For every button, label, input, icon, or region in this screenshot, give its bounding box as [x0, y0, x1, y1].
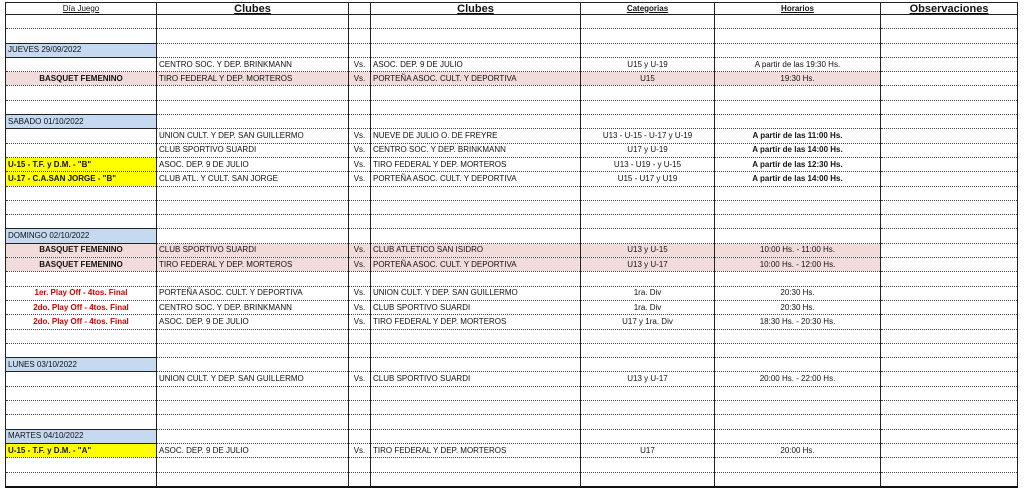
club-visitante: UNION CULT. Y DEP. SAN GUILLERMO: [371, 286, 581, 300]
empty-cell: [715, 272, 881, 286]
empty-cell: [581, 100, 715, 114]
observaciones: [881, 157, 1018, 171]
categoria: U17 y 1ra. Div: [581, 315, 715, 329]
categoria: U15 y U-19: [581, 57, 715, 71]
club-visitante: CLUB ATLETICO SAN ISIDRO: [371, 243, 581, 257]
empty-cell: [157, 272, 349, 286]
vs-label: Vs.: [349, 372, 371, 386]
empty-cell: [371, 329, 581, 343]
empty-cell: [581, 401, 715, 415]
empty-cell: [581, 186, 715, 200]
vs-label: Vs.: [349, 129, 371, 143]
empty-cell: [157, 43, 349, 57]
empty-cell: [349, 15, 371, 29]
empty-cell: [157, 100, 349, 114]
empty-cell: [881, 15, 1018, 29]
empty-cell: [371, 100, 581, 114]
empty-cell: [371, 401, 581, 415]
club-local: ASOC. DEP. 9 DE JULIO: [157, 443, 349, 457]
match-day-note: BASQUET FEMENINO: [6, 72, 157, 86]
vs-label: Vs.: [349, 300, 371, 314]
empty-cell: [371, 272, 581, 286]
horario: 20:00 Hs.: [715, 443, 881, 457]
empty-cell: [881, 415, 1018, 429]
match-day-note: BASQUET FEMENINO: [6, 243, 157, 257]
blank-row: [6, 472, 1018, 487]
match-row: [6, 372, 1018, 386]
club-visitante: CLUB SPORTIVO SUARDI: [371, 372, 581, 386]
empty-cell: [6, 215, 157, 229]
empty-cell: [371, 15, 581, 29]
observaciones: [881, 143, 1018, 157]
empty-cell: [6, 415, 157, 429]
horario: A partir de las 14:00 Hs.: [715, 143, 881, 157]
club-visitante: CLUB SPORTIVO SUARDI: [371, 300, 581, 314]
empty-cell: [157, 29, 349, 43]
horario: 20:30 Hs.: [715, 286, 881, 300]
empty-cell: [6, 401, 157, 415]
horario: A partir de las 19:30 Hs.: [715, 57, 881, 71]
empty-cell: [715, 386, 881, 400]
horario: 20:00 Hs. - 22:00 Hs.: [715, 372, 881, 386]
empty-cell: [157, 15, 349, 29]
categoria: 1ra. Div: [581, 286, 715, 300]
empty-cell: [157, 200, 349, 214]
observaciones: [881, 258, 1018, 272]
match-day-note: [6, 129, 157, 143]
match-row: [6, 172, 1018, 186]
vs-label: Vs.: [349, 72, 371, 86]
empty-cell: [371, 115, 581, 129]
match-day-note: 1er. Play Off - 4tos. Final: [6, 286, 157, 300]
empty-cell: [157, 458, 349, 472]
empty-cell: [581, 29, 715, 43]
empty-cell: [881, 186, 1018, 200]
empty-cell: [371, 358, 581, 372]
club-local: TIRO FEDERAL Y DEP. MORTEROS: [157, 258, 349, 272]
empty-cell: [349, 100, 371, 114]
empty-cell: [581, 386, 715, 400]
categoria: U13 y U-15: [581, 243, 715, 257]
header-dia-juego: Día Juego: [6, 3, 157, 15]
empty-cell: [715, 229, 881, 243]
empty-cell: [157, 186, 349, 200]
empty-cell: [715, 401, 881, 415]
match-day-note: [6, 57, 157, 71]
categoria: U13 y U-17: [581, 258, 715, 272]
empty-cell: [157, 329, 349, 343]
blank-row: [6, 272, 1018, 286]
vs-label: Vs.: [349, 258, 371, 272]
empty-cell: [715, 458, 881, 472]
club-local: TIRO FEDERAL Y DEP. MORTEROS: [157, 72, 349, 86]
empty-cell: [157, 115, 349, 129]
empty-cell: [157, 472, 349, 487]
categoria: U13 y U-17: [581, 372, 715, 386]
empty-cell: [157, 429, 349, 443]
empty-cell: [881, 329, 1018, 343]
date-label: MARTES 04/10/2022: [6, 429, 157, 443]
header-categorias: Categorias: [581, 3, 715, 15]
empty-cell: [715, 186, 881, 200]
date-row: [6, 229, 1018, 243]
club-local: ASOC. DEP. 9 DE JULIO: [157, 157, 349, 171]
club-visitante: PORTEÑA ASOC. CULT. Y DEPORTIVA: [371, 72, 581, 86]
empty-cell: [581, 415, 715, 429]
match-day-note: U-17 - C.A.SAN JORGE - "B": [6, 172, 157, 186]
empty-cell: [581, 343, 715, 357]
empty-cell: [371, 386, 581, 400]
club-visitante: ASOC. DEP. 9 DE JULIO: [371, 57, 581, 71]
empty-cell: [715, 429, 881, 443]
club-visitante: PORTEÑA ASOC. CULT. Y DEPORTIVA: [371, 258, 581, 272]
match-row: [6, 315, 1018, 329]
club-local: CENTRO SOC. Y DEP. BRINKMANN: [157, 300, 349, 314]
horario: 19:30 Hs.: [715, 72, 881, 86]
blank-row: [6, 343, 1018, 357]
empty-cell: [715, 329, 881, 343]
empty-cell: [349, 215, 371, 229]
club-local: ASOC. DEP. 9 DE JULIO: [157, 315, 349, 329]
header-horarios: Horarios: [715, 3, 881, 15]
vs-label: Vs.: [349, 243, 371, 257]
empty-cell: [6, 272, 157, 286]
empty-cell: [349, 358, 371, 372]
horario: A partir de las 11:00 Hs.: [715, 129, 881, 143]
empty-cell: [371, 429, 581, 443]
empty-cell: [581, 472, 715, 487]
empty-cell: [6, 15, 157, 29]
empty-cell: [881, 343, 1018, 357]
empty-cell: [349, 115, 371, 129]
empty-cell: [349, 458, 371, 472]
empty-cell: [349, 43, 371, 57]
club-local: PORTEÑA ASOC. CULT. Y DEPORTIVA: [157, 286, 349, 300]
empty-cell: [6, 86, 157, 100]
club-local: CLUB SPORTIVO SUARDI: [157, 143, 349, 157]
categoria: U17 y U-19: [581, 143, 715, 157]
empty-cell: [881, 458, 1018, 472]
empty-cell: [881, 115, 1018, 129]
empty-cell: [881, 29, 1018, 43]
empty-cell: [881, 272, 1018, 286]
horario: A partir de las 12:30 Hs.: [715, 157, 881, 171]
empty-cell: [6, 29, 157, 43]
empty-cell: [881, 200, 1018, 214]
date-row: [6, 115, 1018, 129]
empty-cell: [349, 401, 371, 415]
horario: A partir de las 14:00 Hs.: [715, 172, 881, 186]
observaciones: [881, 300, 1018, 314]
observaciones: [881, 443, 1018, 457]
empty-cell: [881, 43, 1018, 57]
header-observaciones: Observaciones: [881, 3, 1018, 15]
empty-cell: [581, 272, 715, 286]
empty-cell: [157, 358, 349, 372]
observaciones: [881, 172, 1018, 186]
club-visitante: TIRO FEDERAL Y DEP. MORTEROS: [371, 157, 581, 171]
empty-cell: [715, 343, 881, 357]
empty-cell: [6, 458, 157, 472]
empty-cell: [881, 401, 1018, 415]
empty-cell: [349, 429, 371, 443]
empty-cell: [371, 229, 581, 243]
date-label: SABADO 01/10/2022: [6, 115, 157, 129]
date-row: [6, 358, 1018, 372]
empty-cell: [715, 29, 881, 43]
empty-cell: [349, 200, 371, 214]
empty-cell: [349, 86, 371, 100]
empty-cell: [715, 100, 881, 114]
empty-cell: [581, 200, 715, 214]
blank-row: [6, 215, 1018, 229]
empty-cell: [6, 343, 157, 357]
vs-label: Vs.: [349, 172, 371, 186]
categoria: U15: [581, 72, 715, 86]
empty-cell: [349, 329, 371, 343]
empty-cell: [715, 358, 881, 372]
empty-cell: [6, 472, 157, 487]
match-day-note: BASQUET FEMENINO: [6, 258, 157, 272]
empty-cell: [371, 415, 581, 429]
empty-cell: [371, 186, 581, 200]
header-clubes-visitante: Clubes: [371, 3, 581, 15]
club-visitante: TIRO FEDERAL Y DEP. MORTEROS: [371, 315, 581, 329]
empty-cell: [349, 472, 371, 487]
club-visitante: PORTEÑA ASOC. CULT. Y DEPORTIVA: [371, 172, 581, 186]
empty-cell: [349, 343, 371, 357]
empty-cell: [371, 458, 581, 472]
empty-cell: [581, 229, 715, 243]
match-row: [6, 300, 1018, 314]
observaciones: [881, 286, 1018, 300]
vs-label: Vs.: [349, 315, 371, 329]
match-row: [6, 143, 1018, 157]
categoria: U17: [581, 443, 715, 457]
observaciones: [881, 372, 1018, 386]
empty-cell: [581, 429, 715, 443]
empty-cell: [715, 215, 881, 229]
observaciones: [881, 243, 1018, 257]
empty-cell: [157, 401, 349, 415]
empty-cell: [6, 100, 157, 114]
empty-cell: [881, 472, 1018, 487]
blank-row: [6, 458, 1018, 472]
observaciones: [881, 57, 1018, 71]
blank-row: [6, 415, 1018, 429]
horario: 10:00 Hs. - 12:00 Hs.: [715, 258, 881, 272]
club-local: CLUB ATL. Y CULT. SAN JORGE: [157, 172, 349, 186]
empty-cell: [715, 200, 881, 214]
blank-row: [6, 86, 1018, 100]
match-row: [6, 72, 1018, 86]
match-day-note: U-15 - T.F. y D.M. - "A": [6, 443, 157, 457]
empty-cell: [715, 472, 881, 487]
vs-label: Vs.: [349, 286, 371, 300]
header-clubes-local: Clubes: [157, 3, 349, 15]
date-row: [6, 43, 1018, 57]
empty-cell: [715, 86, 881, 100]
blank-row: [6, 29, 1018, 43]
match-day-note: 2do. Play Off - 4tos. Final: [6, 315, 157, 329]
match-day-note: 2do. Play Off - 4tos. Final: [6, 300, 157, 314]
empty-cell: [157, 86, 349, 100]
empty-cell: [881, 386, 1018, 400]
empty-cell: [581, 358, 715, 372]
club-local: UNION CULT. Y DEP. SAN GUILLERMO: [157, 129, 349, 143]
empty-cell: [349, 186, 371, 200]
empty-cell: [6, 386, 157, 400]
blank-row: [6, 401, 1018, 415]
horario: 20:30 Hs.: [715, 300, 881, 314]
header-row: [6, 3, 1018, 15]
empty-cell: [371, 200, 581, 214]
empty-cell: [881, 215, 1018, 229]
match-row: [6, 157, 1018, 171]
header-vs-blank: [349, 3, 371, 15]
date-label: JUEVES 29/09/2022: [6, 43, 157, 57]
empty-cell: [581, 86, 715, 100]
blank-row: [6, 386, 1018, 400]
empty-cell: [581, 43, 715, 57]
empty-cell: [157, 229, 349, 243]
blank-row: [6, 200, 1018, 214]
vs-label: Vs.: [349, 143, 371, 157]
categoria: U15 - U17 y U19: [581, 172, 715, 186]
empty-cell: [881, 229, 1018, 243]
match-row: [6, 286, 1018, 300]
vs-label: Vs.: [349, 57, 371, 71]
empty-cell: [157, 343, 349, 357]
club-local: UNION CULT. Y DEP. SAN GUILLERMO: [157, 372, 349, 386]
empty-cell: [581, 329, 715, 343]
empty-cell: [715, 15, 881, 29]
empty-cell: [581, 215, 715, 229]
empty-cell: [157, 215, 349, 229]
empty-cell: [6, 329, 157, 343]
blank-row: [6, 100, 1018, 114]
empty-cell: [881, 86, 1018, 100]
club-visitante: NUEVE DE JULIO O. DE FREYRE: [371, 129, 581, 143]
observaciones: [881, 315, 1018, 329]
date-label: LUNES 03/10/2022: [6, 358, 157, 372]
horario: 18:30 Hs. - 20:30 Hs.: [715, 315, 881, 329]
match-day-note: [6, 372, 157, 386]
observaciones: [881, 129, 1018, 143]
match-row: [6, 57, 1018, 71]
empty-cell: [371, 29, 581, 43]
vs-label: Vs.: [349, 443, 371, 457]
empty-cell: [715, 43, 881, 57]
categoria: U13 - U19 - y U-15: [581, 157, 715, 171]
empty-cell: [349, 229, 371, 243]
blank-row: [6, 329, 1018, 343]
empty-cell: [349, 415, 371, 429]
empty-cell: [349, 29, 371, 43]
categoria: U13 - U-15 - U-17 y U-19: [581, 129, 715, 143]
blank-row: [6, 186, 1018, 200]
categoria: 1ra. Div: [581, 300, 715, 314]
empty-cell: [881, 429, 1018, 443]
club-local: CLUB SPORTIVO SUARDI: [157, 243, 349, 257]
empty-cell: [581, 458, 715, 472]
match-row: [6, 129, 1018, 143]
empty-cell: [6, 186, 157, 200]
date-label: DOMINGO 02/10/2022: [6, 229, 157, 243]
observaciones: [881, 72, 1018, 86]
match-row: [6, 243, 1018, 257]
empty-cell: [157, 386, 349, 400]
vs-label: Vs.: [349, 157, 371, 171]
club-visitante: TIRO FEDERAL Y DEP. MORTEROS: [371, 443, 581, 457]
match-day-note: [6, 143, 157, 157]
empty-cell: [881, 100, 1018, 114]
empty-cell: [371, 215, 581, 229]
empty-cell: [349, 272, 371, 286]
empty-cell: [715, 115, 881, 129]
empty-cell: [371, 86, 581, 100]
schedule-table: [5, 2, 1018, 488]
match-row: [6, 258, 1018, 272]
empty-cell: [715, 415, 881, 429]
empty-cell: [881, 358, 1018, 372]
blank-row: [6, 15, 1018, 29]
club-local: CENTRO SOC. Y DEP. BRINKMANN: [157, 57, 349, 71]
date-row: [6, 429, 1018, 443]
empty-cell: [581, 15, 715, 29]
empty-cell: [371, 343, 581, 357]
empty-cell: [371, 43, 581, 57]
empty-cell: [581, 115, 715, 129]
empty-cell: [371, 472, 581, 487]
empty-cell: [6, 200, 157, 214]
empty-cell: [349, 386, 371, 400]
empty-cell: [157, 415, 349, 429]
horario: 10:00 Hs. - 11:00 Hs.: [715, 243, 881, 257]
match-row: [6, 443, 1018, 457]
club-visitante: CENTRO SOC. Y DEP. BRINKMANN: [371, 143, 581, 157]
match-day-note: U-15 - T.F. y D.M. - "B": [6, 157, 157, 171]
